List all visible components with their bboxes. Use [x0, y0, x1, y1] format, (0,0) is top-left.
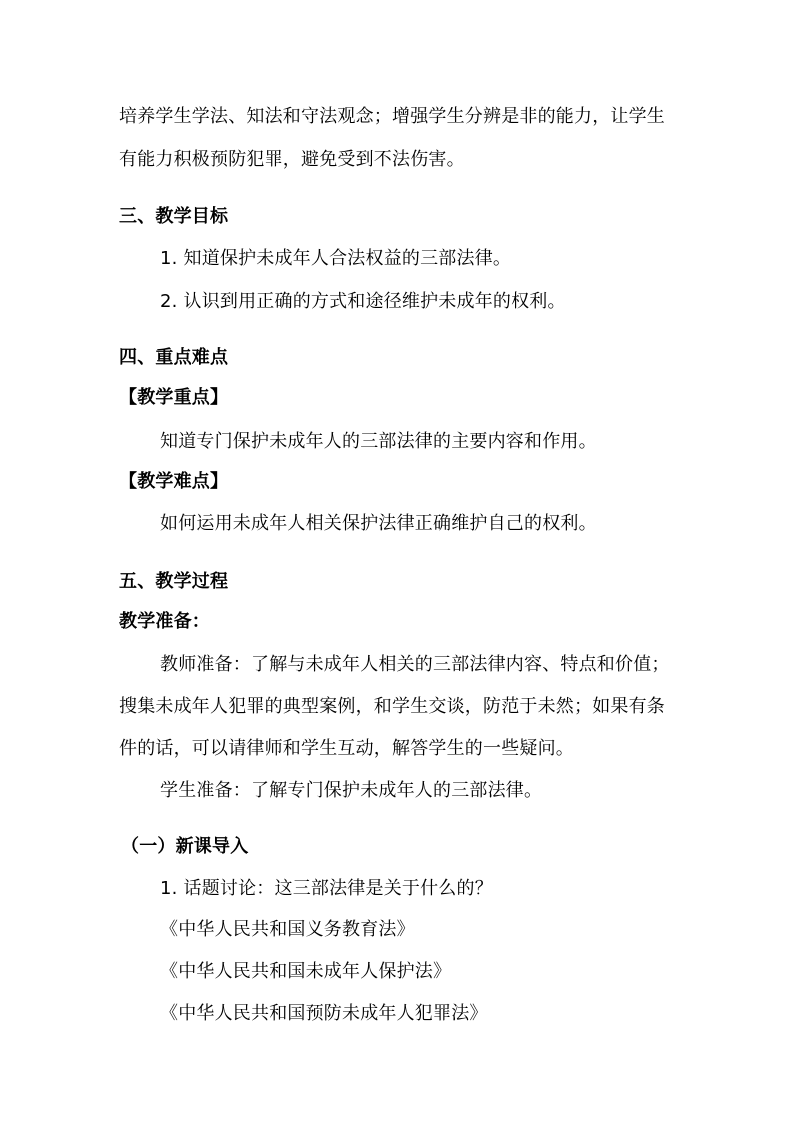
intro-line-1: 培养学生学法、知法和守法观念；增强学生分辨是非的能力，让学生 [119, 106, 665, 127]
difficulty-text: 如何运用未成年人相关保护法律正确维护自己的权利。 [160, 513, 597, 534]
objective-item-2: 2. 认识到用正确的方式和途径维护未成年的权利。 [160, 291, 566, 312]
teacher-prep-line-3: 件的话，可以请律师和学生互动，解答学生的一些疑问。 [119, 738, 574, 759]
key-point-label: 【教学重点】 [119, 387, 229, 408]
teacher-prep-line-1: 教师准备：了解与未成年人相关的三部法律内容、特点和价值； [160, 654, 670, 675]
law-item-1: 《中华人民共和国义务教育法》 [160, 919, 415, 940]
key-point-text: 知道专门保护未成年人的三部法律的主要内容和作用。 [160, 431, 597, 452]
intro-line-2: 有能力积极预防犯罪，避免受到不法伤害。 [119, 149, 465, 170]
subsection-1-title: （一）新课导入 [121, 836, 249, 857]
student-prep: 学生准备：了解专门保护未成年人的三部法律。 [160, 780, 543, 801]
prep-label: 教学准备： [119, 611, 210, 632]
section-4-title: 四、重点难点 [119, 347, 229, 368]
objective-item-1: 1. 知道保护未成年人合法权益的三部法律。 [160, 248, 512, 269]
law-item-2: 《中华人民共和国未成年人保护法》 [160, 961, 452, 982]
teacher-prep-line-2: 搜集未成年人犯罪的典型案例，和学生交谈，防范于未然；如果有条 [119, 696, 665, 717]
section-3-title: 三、教学目标 [119, 206, 229, 227]
topic-discussion: 1. 话题讨论：这三部法律是关于什么的？ [160, 878, 493, 899]
difficulty-label: 【教学难点】 [119, 471, 229, 492]
law-item-3: 《中华人民共和国预防未成年人犯罪法》 [160, 1003, 488, 1024]
section-5-title: 五、教学过程 [119, 571, 229, 592]
